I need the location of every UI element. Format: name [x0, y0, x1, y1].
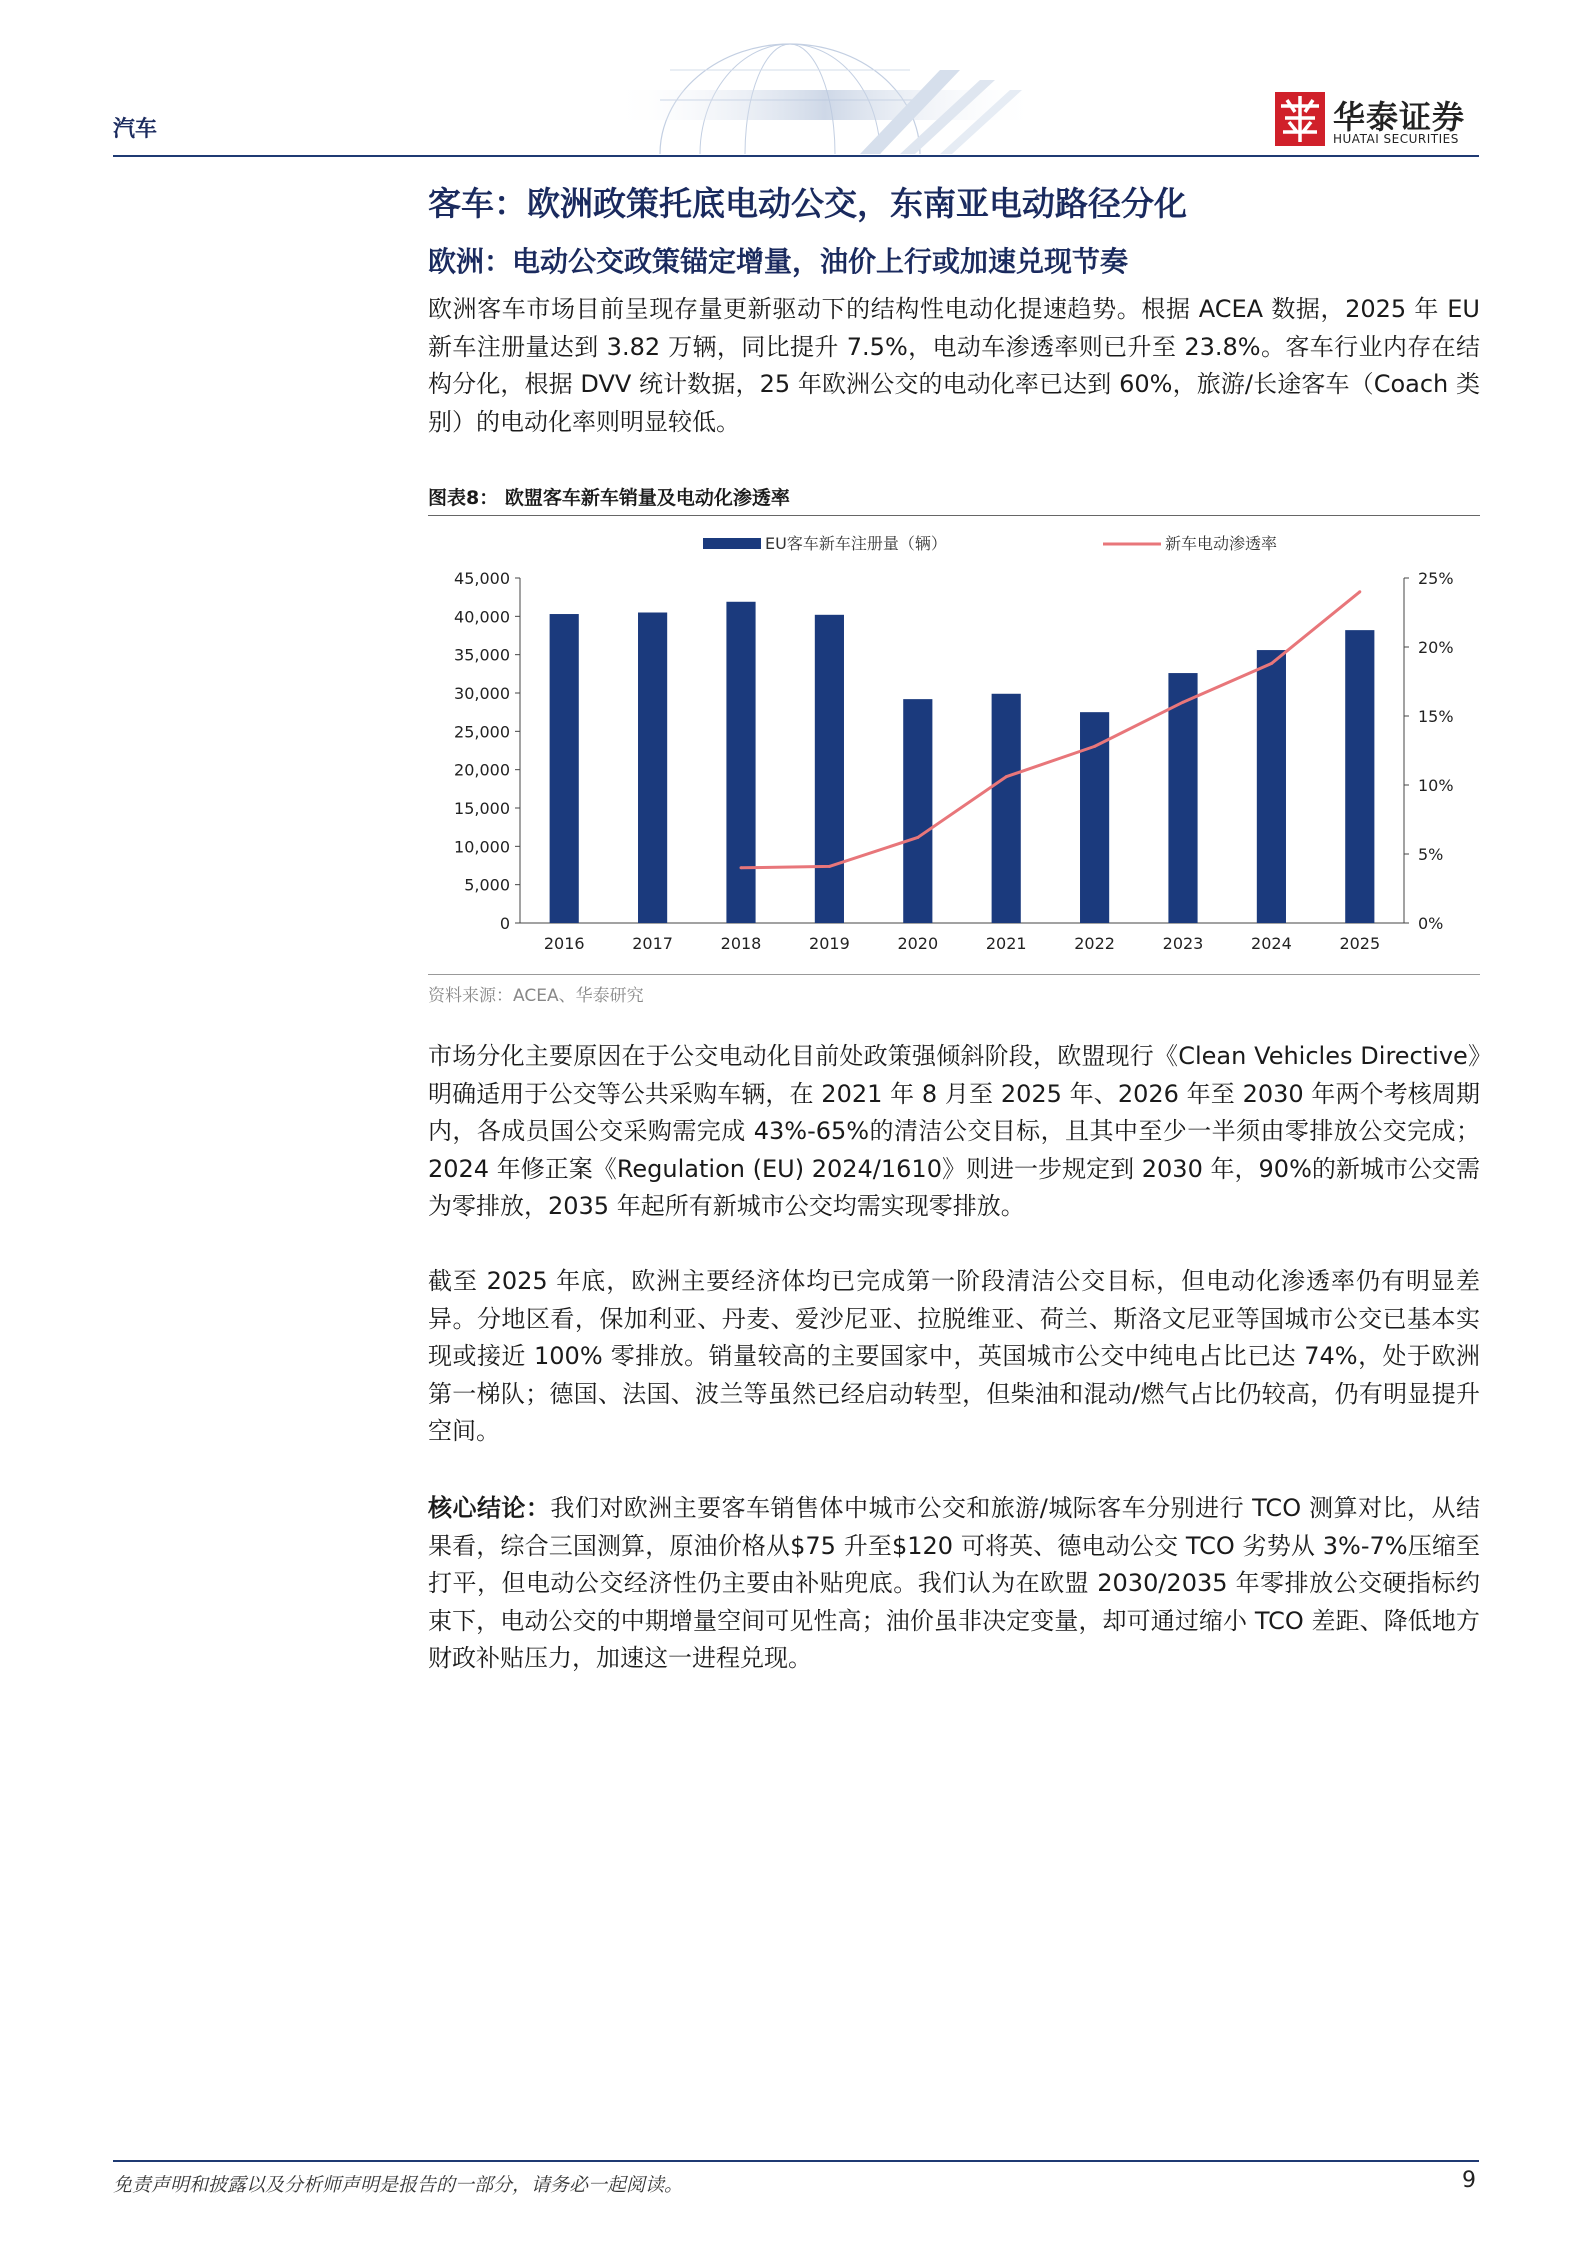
- y-tick-label-right: 10%: [1418, 776, 1454, 795]
- logo-text-cn: 华泰证券: [1333, 98, 1466, 136]
- conclusion-lead: 核心结论：: [428, 1494, 551, 1522]
- company-logo: [1275, 92, 1485, 150]
- bar: [550, 614, 579, 923]
- x-axis: [520, 923, 1404, 953]
- y-tick-label-left: 25,000: [454, 722, 510, 742]
- bar: [815, 615, 844, 923]
- legend-swatch-bar: [703, 538, 761, 549]
- subsection-title: 欧洲：电动公交政策锚定增量，油价上行或加速兑现节奏: [428, 245, 1129, 278]
- globe-decoration-icon: [610, 30, 1040, 154]
- section-title: 客车：欧洲政策托底电动公交，东南亚电动路径分化: [428, 184, 1187, 223]
- x-tick-label: 2018: [720, 934, 762, 953]
- x-tick-label: 2020: [897, 934, 939, 953]
- bar: [1168, 673, 1197, 923]
- y-tick-label-right: 25%: [1418, 569, 1454, 588]
- bar-series: [550, 602, 1375, 923]
- conclusion-text: 我们对欧洲主要客车销售体中城市公交和旅游/城际客车分别进行 TCO 测算对比，从结果看，综合三国测算，原油价格从$75 升至$120 可将英、德电动公交 TCO 劣势从 3%-7%压缩至打平，但电动公交经济性仍主要由补贴兜底。我们认为在欧盟 2030/2035 年零排放公交硬指标约束下，电动公交的中期增量空间可见性高；油价虽非决定变量，却可通过缩小 TCO 差距、降低地方财政补贴压力，加速这一进程兑现。: [428, 1494, 1481, 1672]
- section-label: 汽车: [113, 117, 158, 142]
- body-paragraph-3: 截至 2025 年底，欧洲主要经济体均已完成第一阶段清洁公交目标，但电动化渗透率仍有明显差异。分地区看，保加利亚、丹麦、爱沙尼亚、拉脱维亚、荷兰、斯洛文尼亚等国城市公交已基本实现或接近 100% 零排放。销量较高的主要国家中，英国城市公交中纯电占比已达 74%，处于欧洲第一梯队；德国、法国、波兰等虽然已经启动转型，但柴油和混动/燃气占比仍较高，仍有明显提升空间。: [428, 1267, 1480, 1445]
- x-tick-label: 2022: [1074, 934, 1115, 953]
- body-paragraph-4: [428, 1490, 1480, 1678]
- y-tick-label-left: 30,000: [454, 684, 510, 703]
- source-note: 资料来源：ACEA、华泰研究: [428, 986, 644, 1006]
- line-point: [740, 866, 743, 869]
- x-tick-label: 2016: [543, 934, 585, 953]
- logo-text-en: HUATAI SECURITIES: [1333, 132, 1459, 146]
- bar: [992, 694, 1021, 923]
- y-tick-label-left: 40,000: [454, 607, 510, 627]
- line-point: [1270, 662, 1273, 665]
- chart-legend: [703, 534, 1277, 553]
- huatai-logo-icon: [1275, 92, 1325, 146]
- bar: [1080, 712, 1109, 923]
- y-tick-label-left: 0: [499, 914, 510, 933]
- y-tick-label-left: 20,000: [454, 760, 510, 780]
- source-divider: [428, 974, 1480, 975]
- footer-disclaimer: 免责声明和披露以及分析师声明是报告的一部分，请务必一起阅读。: [113, 2174, 684, 2196]
- figure-caption: 图表8： 欧盟客车新车销量及电动化渗透率: [428, 487, 790, 509]
- y-tick-label-right: 15%: [1418, 707, 1454, 726]
- line-point: [916, 836, 919, 839]
- bar: [1257, 650, 1286, 923]
- header-divider: [113, 155, 1479, 157]
- caption-divider: [428, 515, 1480, 516]
- bar-line-chart: [428, 518, 1480, 972]
- y-tick-label-right: 5%: [1418, 845, 1444, 864]
- line-point: [1093, 745, 1096, 748]
- bar: [726, 602, 755, 923]
- line-point: [828, 865, 831, 868]
- legend-label-bar: EU客车新车注册量（辆）: [765, 534, 947, 553]
- y-tick-label-left: 35,000: [454, 645, 510, 665]
- x-tick-label: 2023: [1162, 934, 1204, 953]
- bar: [638, 613, 667, 924]
- y-tick-label-right: 20%: [1418, 638, 1454, 657]
- footer-divider: [113, 2160, 1479, 2162]
- x-tick-label: 2017: [632, 934, 673, 953]
- y-tick-label-left: 15,000: [454, 799, 510, 818]
- y-tick-label-right: 0%: [1418, 914, 1444, 933]
- line-point: [1182, 701, 1185, 704]
- bar: [1345, 630, 1374, 923]
- y-tick-label-left: 45,000: [454, 569, 510, 588]
- y-tick-label-left: 10,000: [454, 837, 510, 857]
- x-tick-label: 2019: [809, 934, 850, 953]
- line-point: [1358, 590, 1361, 593]
- legend-label-line: 新车电动渗透率: [1165, 534, 1278, 553]
- x-tick-label: 2021: [985, 934, 1027, 953]
- y-axis-right: [1404, 569, 1454, 933]
- body-paragraph-2: 市场分化主要原因在于公交电动化目前处政策强倾斜阶段，欧盟现行《Clean Vehicles Directive》明确适用于公交等公共采购车辆，在 2021 年 8 月至 2025 年、2026 年至 2030 年两个考核周期内，各成员国公交采购需完成 43%-65%的清洁公交目标，且其中至少一半须由零排放公交完成；2024 年修正案《Regulation (EU) 2024/1610》则进一步规定到 2030 年，90%的新城市公交需为零排放，2035 年起所有新城市公交均需实现零排放。: [428, 1042, 1480, 1220]
- page-number: 9: [1462, 2168, 1476, 2193]
- y-tick-label-left: 5,000: [464, 875, 510, 895]
- x-tick-label: 2024: [1251, 934, 1292, 953]
- line-point: [1005, 775, 1008, 778]
- y-axis-left: [454, 569, 520, 933]
- body-paragraph-1: 欧洲客车市场目前呈现存量更新驱动下的结构性电动化提速趋势。根据 ACEA 数据，2025 年 EU 新车注册量达到 3.82 万辆，同比提升 7.5%，电动车渗透率则已升至 23.8%。客车行业内存在结构分化，根据 DVV 统计数据，25 年欧洲公交的电动化率已达到 60%，旅游/长途客车（Coach 类别）的电动化率则明显较低。: [428, 295, 1480, 436]
- bar: [903, 699, 932, 923]
- x-tick-label: 2025: [1339, 934, 1381, 953]
